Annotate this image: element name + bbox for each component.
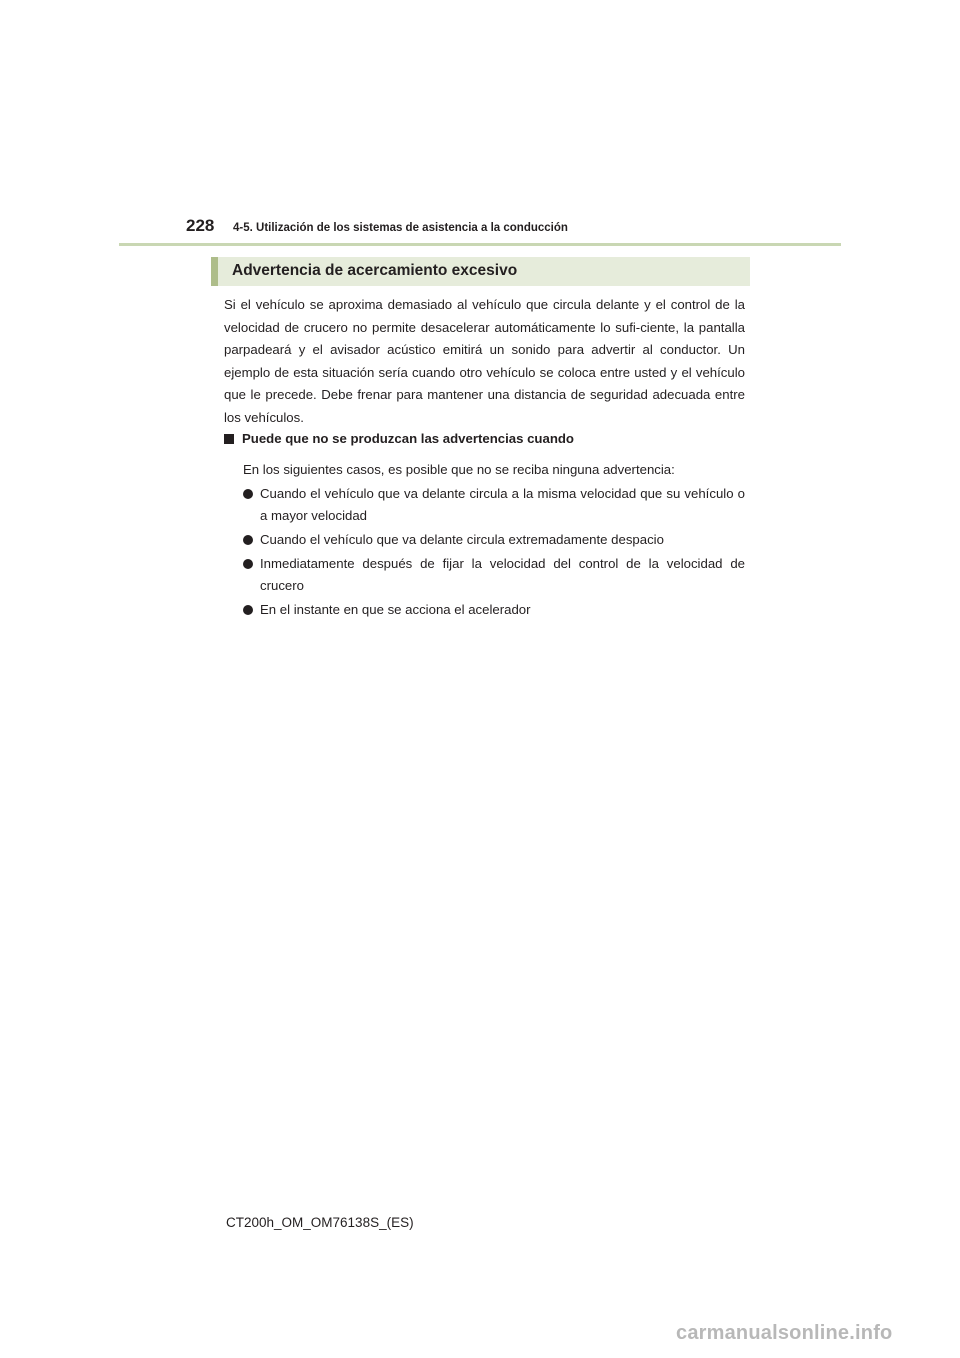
header-divider [119, 243, 841, 246]
list-item-text: Cuando el vehículo que va delante circula a la misma velocidad que su vehículo o a mayor velocidad [260, 486, 745, 523]
page-number: 228 [186, 216, 215, 235]
list-item-text: En el instante en que se acciona el acelerador [260, 602, 531, 617]
list-item-text: Inmediatamente después de fijar la velocidad del control de la velocidad de crucero [260, 556, 745, 593]
list-item [243, 599, 745, 621]
chapter-title: 4-5. Utilización de los sistemas de asistencia a la conducción [233, 222, 568, 234]
circle-bullet-icon [243, 605, 253, 615]
section-title: Advertencia de acercamiento excesivo [232, 262, 518, 279]
circle-bullet-icon [243, 559, 253, 569]
subsection-intro: En los siguientes casos, es posible que no se reciba ninguna advertencia: [243, 462, 675, 477]
body-paragraph: Si el vehículo se aproxima demasiado al vehículo que circula delante y el control de la velocidad de crucero no permite desacelerar automáticamente lo sufi-ciente, la pantalla parpadeará y el avisador acústico emitirá un sonido para advertir al conductor. Un ejemplo de esta situación sería cuando otro vehículo se coloca entre usted y el vehículo que le precede. Debe frenar para mantener una distancia de seguridad adecuada entre los vehículos. [224, 297, 745, 425]
list-item-text: Cuando el vehículo que va delante circula extremadamente despacio [260, 532, 664, 547]
circle-bullet-icon [243, 489, 253, 499]
square-bullet-icon [224, 434, 234, 444]
list-item [243, 553, 745, 597]
document-code: CT200h_OM_OM76138S_(ES) [226, 1215, 414, 1230]
subsection-title: Puede que no se produzcan las advertencias cuando [242, 431, 574, 446]
warning-conditions-list [243, 483, 745, 623]
circle-bullet-icon [243, 535, 253, 545]
watermark: carmanualsonline.info [676, 1322, 893, 1344]
list-item [243, 483, 745, 527]
list-item [243, 529, 745, 551]
subsection-heading [224, 431, 745, 446]
section-banner [211, 257, 750, 286]
